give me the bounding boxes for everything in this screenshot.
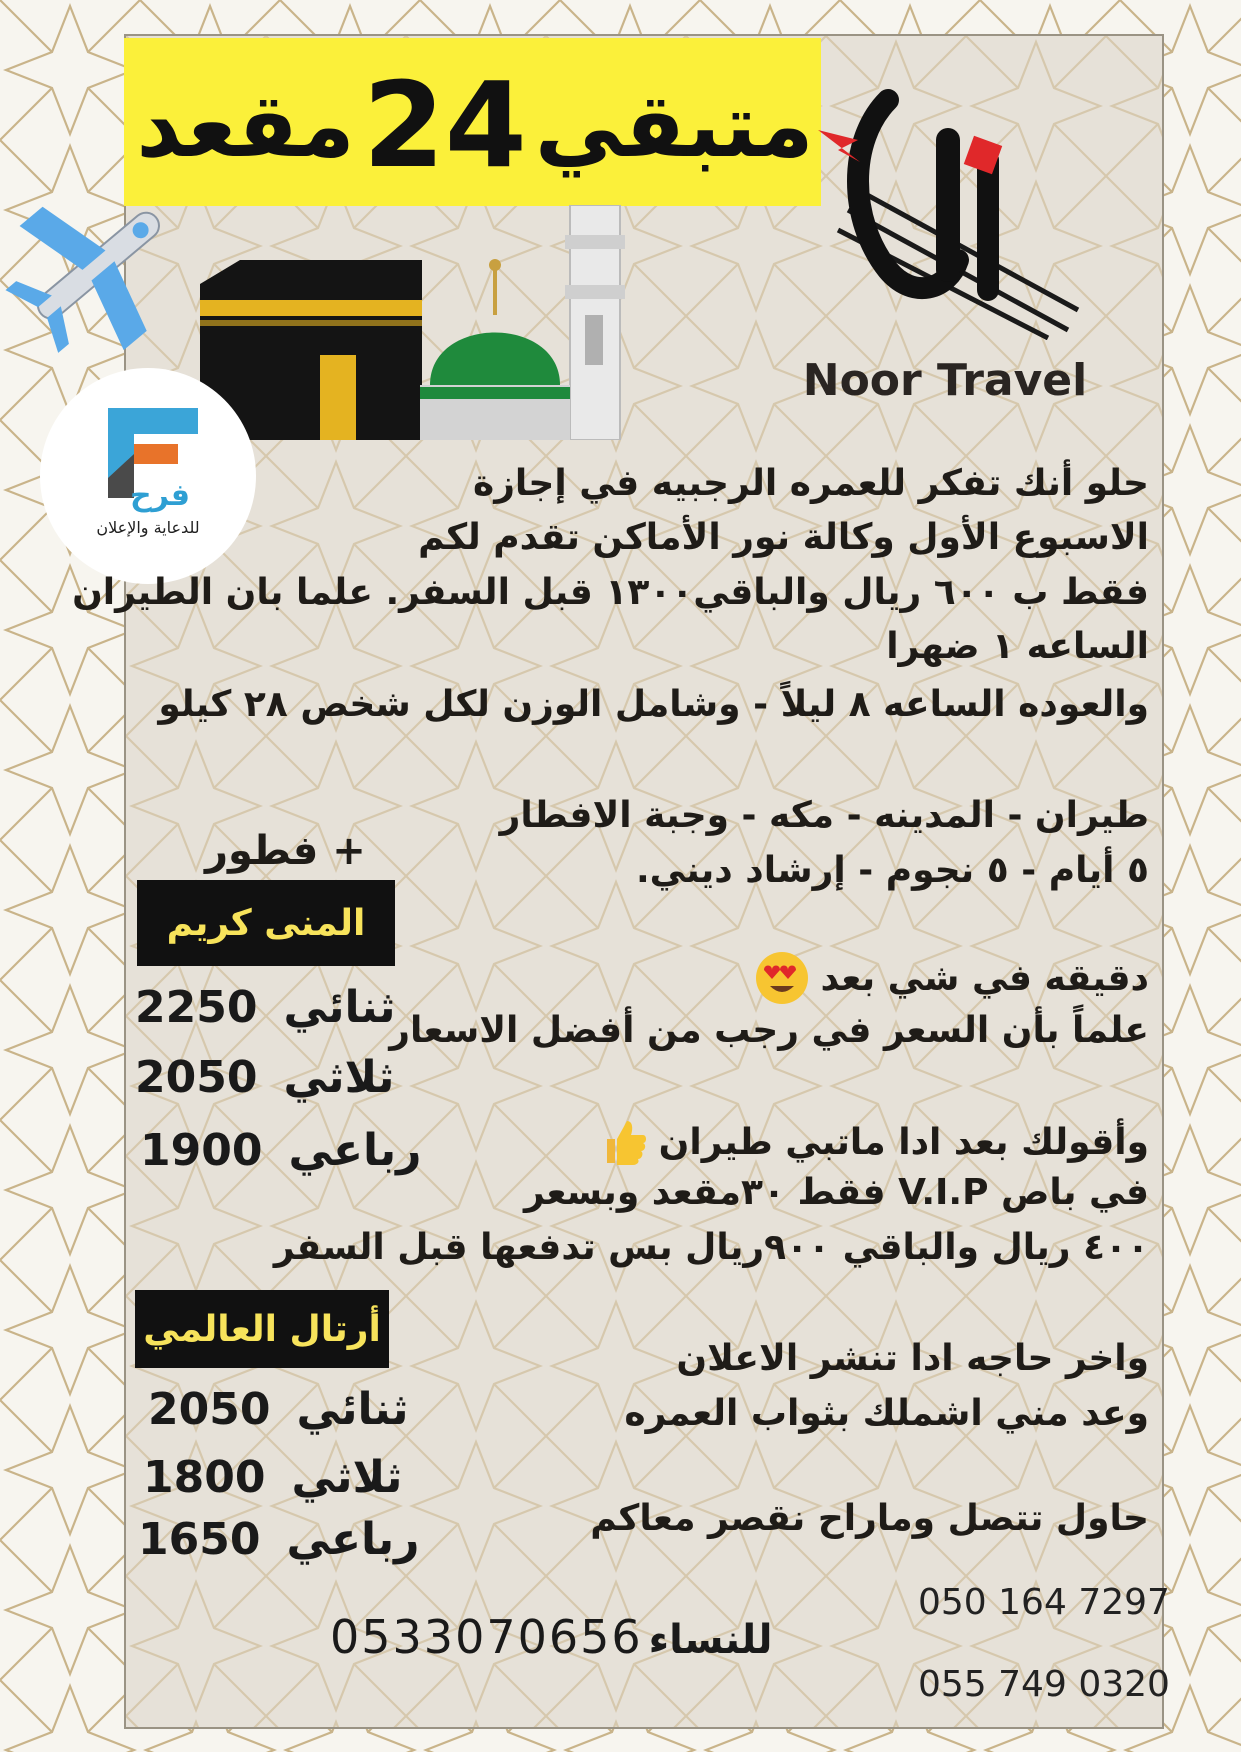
room-price: 1800 (143, 1452, 266, 1503)
room-type: ثلاثي (291, 1452, 403, 1503)
phone-secondary[interactable]: 055 749 0320 (918, 1664, 1170, 1705)
features-line: طيران - المدينه - مكه - وجبة الافطار (499, 795, 1149, 836)
intro-line: فقط ب ٦٠٠ ريال والباقي١٣٠٠ قبل السفر. علما بان الطيران (72, 572, 1149, 613)
bonus-line: علماً بأن السعر في رجب من أفضل الاسعار (389, 1010, 1149, 1051)
room-price: 2250 (135, 982, 258, 1033)
price-row (135, 982, 396, 1033)
hotel-label: المنى كريم (137, 880, 395, 966)
extra-meal: + فطور (205, 828, 366, 874)
hotel-label: أرتال العالمي (135, 1290, 389, 1368)
phone-primary[interactable]: 050 164 7297 (918, 1582, 1170, 1623)
heart-eyes-emoji-icon (754, 950, 810, 1006)
closing-line: وعد مني اشملك بثواب العمره (624, 1393, 1149, 1434)
price-row (143, 1452, 402, 1503)
bus-line: وأقولك بعد ادا ماتبي طيران (658, 1121, 1149, 1163)
banner-unit: مقعد (136, 73, 355, 177)
features-line: ٥ أيام - ٥ نجوم - إرشاد ديني. (635, 850, 1149, 891)
agency-name: فرح (130, 478, 190, 513)
price-row (135, 1052, 394, 1103)
closing-line: واخر حاجه ادا تنشر الاعلان (676, 1338, 1149, 1379)
women-phone (330, 1610, 773, 1664)
call-line: حاول تتصل وماراح نقصر معاكم (590, 1498, 1149, 1539)
price-row (138, 1514, 419, 1565)
bonus-line: دقيقه في شي بعد (820, 957, 1149, 999)
bus-line: في باص V.I.P فقط ٣٠مقعد وبسعر (523, 1172, 1149, 1213)
airplane-icon (4, 178, 184, 358)
room-price: 2050 (135, 1052, 258, 1103)
banner-number: 24 (362, 56, 527, 194)
room-type: رباعي (288, 1125, 422, 1176)
banner-word: متبقي (534, 73, 814, 177)
bus-line-row (599, 1117, 1149, 1167)
agency-badge (40, 368, 256, 584)
intro-line: والعوده الساعه ٨ ليلاً - وشامل الوزن لكل شخص ٢٨ كيلو (158, 684, 1149, 725)
room-price: 1650 (138, 1514, 261, 1565)
intro-line: الاسبوع الأول وكالة نور الأماكن تقدم لكم (418, 517, 1149, 558)
bus-line: ٤٠٠ ريال والباقي ٩٠٠ريال بس تدفعها قبل السفر (273, 1227, 1149, 1268)
noor-logo-icon (818, 70, 1088, 340)
agency-tagline: للدعاية والإعلان (96, 518, 200, 537)
price-row (140, 1125, 421, 1176)
price-row (148, 1384, 409, 1435)
seats-banner-text (136, 50, 814, 200)
room-type: ثنائي (283, 982, 396, 1033)
intro-line: الساعه ١ ضهرا (886, 626, 1149, 667)
intro-line: حلو أنك تفكر للعمره الرجبيه في إجازة (472, 463, 1149, 504)
green-dome-icon (420, 205, 630, 440)
bonus-line-row (754, 950, 1149, 1006)
room-price: 1900 (140, 1125, 263, 1176)
room-type: ثنائي (296, 1384, 409, 1435)
room-price: 2050 (148, 1384, 271, 1435)
room-type: رباعي (286, 1514, 420, 1565)
room-type: ثلاثي (283, 1052, 395, 1103)
brand-name: Noor Travel (802, 355, 1088, 406)
thumbs-up-icon (599, 1117, 649, 1167)
women-phone-number[interactable]: 0533070656 (330, 1610, 643, 1664)
women-phone-label: للنساء (648, 1617, 773, 1663)
